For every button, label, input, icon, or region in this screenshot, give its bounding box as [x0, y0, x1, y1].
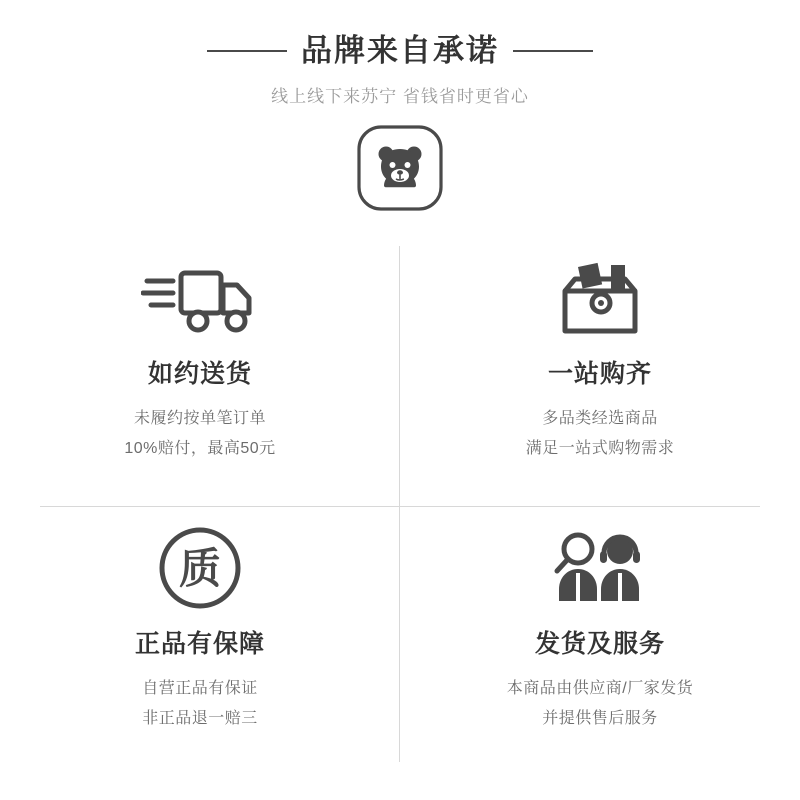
feature-card-quality	[0, 508, 400, 776]
feature-line: 多品类经选商品	[542, 410, 658, 428]
delivery-truck-icon	[141, 252, 259, 344]
feature-title: 发货及服务	[534, 630, 665, 659]
suning-lion-mascot-icon	[357, 125, 443, 216]
feature-card-onestop	[400, 238, 800, 506]
feature-line: 非正品退一赔三	[142, 710, 258, 728]
feature-lines	[526, 404, 675, 464]
feature-line: 并提供售后服务	[542, 710, 658, 728]
page-subtitle: 线上线下来苏宁 省钱省时更省心	[271, 87, 529, 107]
title-rule-right	[513, 50, 593, 52]
page-title: 品牌来自承诺	[301, 33, 499, 68]
title-row	[0, 34, 800, 68]
feature-lines	[124, 404, 275, 464]
feature-title: 正品有保障	[134, 630, 265, 659]
svg-text:质: 质	[178, 545, 222, 593]
feature-lines	[142, 674, 258, 734]
feature-lines	[507, 674, 693, 734]
feature-title: 一站购齐	[547, 360, 652, 389]
title-rule-left	[207, 50, 287, 52]
feature-line: 满足一站式购物需求	[525, 440, 675, 458]
page-header	[0, 0, 800, 107]
package-box-icon	[545, 252, 655, 344]
feature-line: 本商品由供应商/厂家发货	[506, 680, 694, 698]
feature-card-service	[400, 508, 800, 776]
feature-line: 10%赔付，最高50元	[124, 440, 276, 458]
mascot-wrap	[0, 125, 800, 216]
feature-card-delivery	[0, 238, 400, 506]
feature-line: 未履约按单笔订单	[133, 410, 266, 428]
feature-grid	[0, 238, 800, 778]
feature-title: 如约送货	[147, 360, 252, 389]
customer-service-icon	[544, 522, 656, 614]
grid-divider-horizontal	[40, 506, 760, 507]
quality-seal-icon	[157, 522, 243, 614]
feature-line: 自营正品有保证	[142, 680, 258, 698]
